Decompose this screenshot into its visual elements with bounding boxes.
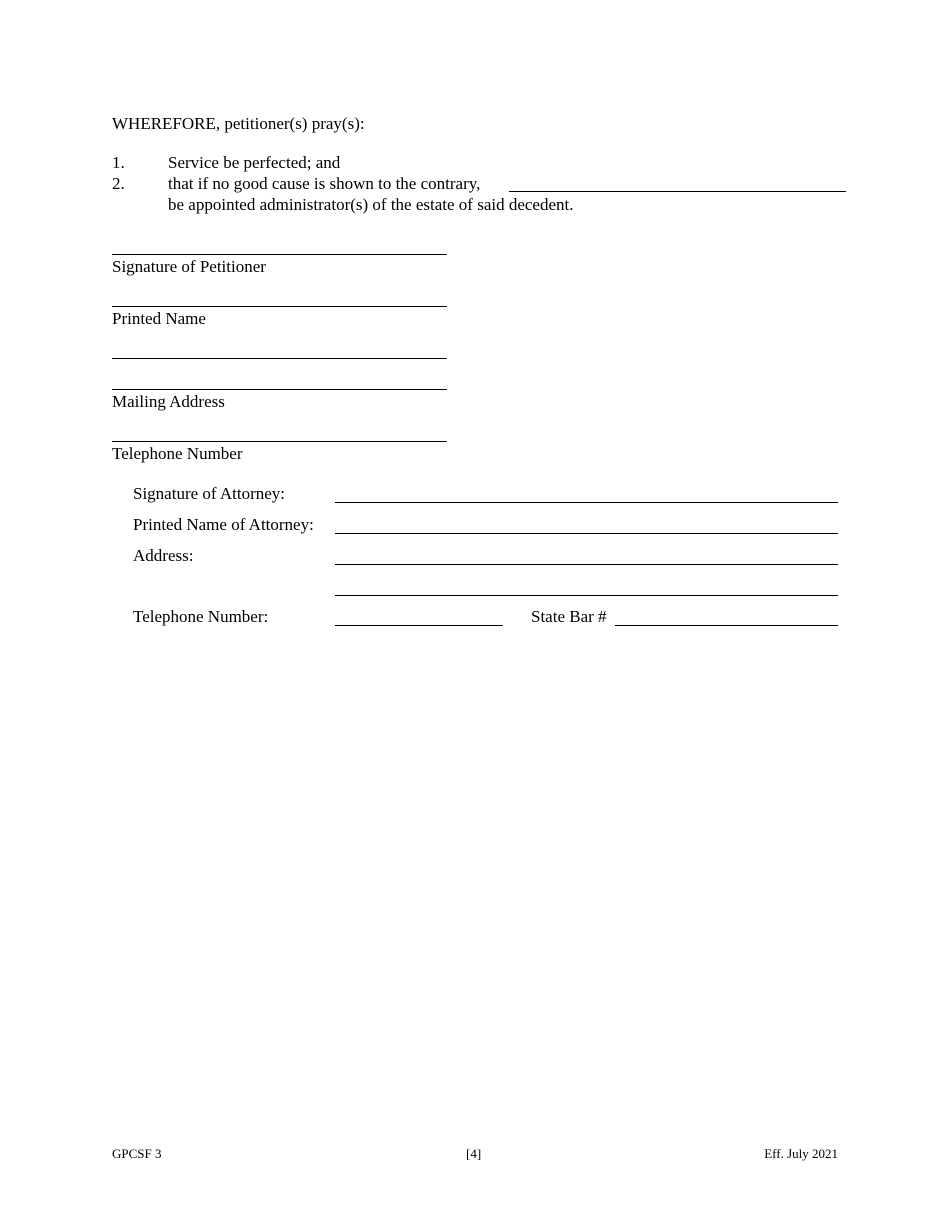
petitioner-signature-line[interactable] <box>112 254 447 255</box>
prayer-heading: WHEREFORE, petitioner(s) pray(s): <box>112 114 365 133</box>
petitioner-telephone-label: Telephone Number <box>112 444 243 463</box>
petitioner-address-line-2[interactable] <box>112 389 447 390</box>
prayer-item-2-text: that if no good cause is shown to the contrary, <box>168 174 481 193</box>
attorney-signature-label: Signature of Attorney: <box>133 484 286 503</box>
petitioner-printed-name-label: Printed Name <box>112 309 206 328</box>
attorney-address-line-1[interactable] <box>335 564 838 565</box>
attorney-telephone-line[interactable] <box>335 625 503 626</box>
petitioner-address-line-1[interactable] <box>112 358 447 359</box>
attorney-printed-name-line[interactable] <box>335 533 838 534</box>
petitioner-signature-label: Signature of Petitioner <box>112 257 266 276</box>
attorney-address-line-2[interactable] <box>335 595 838 596</box>
footer-page-number: [4] <box>466 1146 482 1161</box>
attorney-printed-name-label: Printed Name of Attorney: <box>133 515 314 534</box>
prayer-item-2-number: 2. <box>112 174 125 193</box>
petitioner-telephone-line[interactable] <box>112 441 447 442</box>
administrator-name-line[interactable] <box>509 191 846 192</box>
footer-effective-date: Eff. July 2021 <box>764 1146 838 1161</box>
attorney-telephone-label: Telephone Number: <box>133 607 269 626</box>
footer-form-id: GPCSF 3 <box>112 1146 162 1161</box>
prayer-item-2-continuation: be appointed administrator(s) of the estate of said decedent. <box>168 195 574 214</box>
attorney-signature-line[interactable] <box>335 502 838 503</box>
prayer-item-1-text: Service be perfected; and <box>168 153 341 172</box>
petitioner-mailing-address-label: Mailing Address <box>112 392 225 411</box>
prayer-item-1-number: 1. <box>112 153 125 172</box>
attorney-state-bar-line[interactable] <box>615 625 838 626</box>
attorney-address-label: Address: <box>133 546 194 565</box>
petitioner-printed-name-line[interactable] <box>112 306 447 307</box>
attorney-state-bar-label: State Bar # <box>531 607 607 626</box>
